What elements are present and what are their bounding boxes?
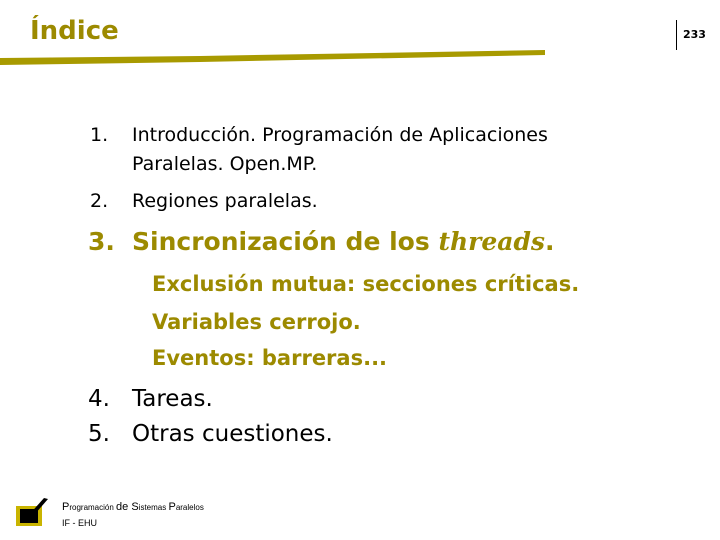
sub-item-1: Exclusión mutua: secciones críticas. [152,272,580,296]
list-text: Introducción. Programación de Aplicaciones [132,124,548,146]
sub-item-2: Variables cerrojo. [152,310,361,334]
list-text: Tareas. [132,386,213,412]
list-number: 1. [90,124,109,146]
sub-item-3: Eventos: barreras... [152,346,388,370]
list-text-continued: Paralelas. Open.MP. [132,153,318,175]
list-text: Otras cuestiones. [132,421,333,447]
title-underline-bar [0,48,545,70]
list-text: Regiones paralelas. [132,190,318,212]
list-number: 5. [88,421,110,447]
list-text: Sincronización de los threads. [132,227,555,256]
footer-course-title: Programación de Sistemas Paralelos [62,501,204,513]
list-number: 4. [88,386,110,412]
checkbox-check-logo-icon [14,498,50,528]
footer-organization: IF - EHU [62,518,97,528]
list-number: 2. [90,190,109,212]
page-number: 233 [676,20,706,50]
slide-title: Índice [30,16,119,46]
list-number: 3. [88,227,115,256]
